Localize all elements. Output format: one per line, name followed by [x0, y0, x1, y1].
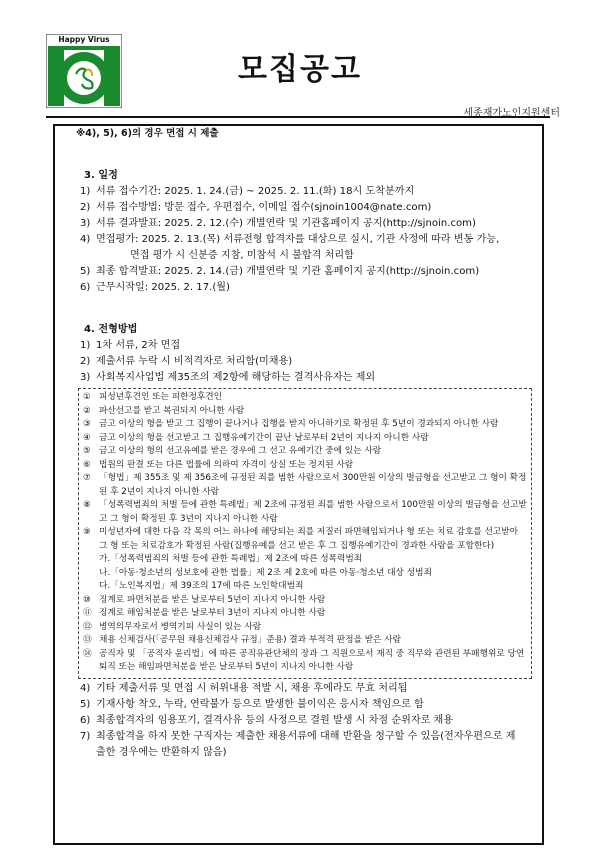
disqualification-item: ⑩ 징계로 파면처분을 받은 날로부터 5년이 지나지 아니한 사람: [83, 594, 326, 605]
organization-name: 세종재가노인지원센터: [463, 108, 560, 119]
schedule-item: 4) 면접평가: 2025. 2. 13.(목) 서류전형 합격자를 대상으로 실시, 기관 사정에 따라 변동 가능,: [80, 234, 500, 245]
disqualification-box: [78, 388, 532, 679]
disqualification-item: ⑦ 「형법」제 355조 및 제 356조에 규정된 죄를 범한 사람으로서 300만원 이상의 벌금형을 선고받고 그 형이 확정된 후 2년이 지나지 아니한 사람: [83, 473, 527, 497]
disqualification-item: ② 파산선고를 받고 복권되지 아니한 사람: [83, 405, 245, 416]
submission-note: ※4), 5), 6)의 경우 면접 시 제출: [76, 128, 219, 139]
method-item: 4) 기타 제출서류 및 면접 시 허위내용 적발 시, 채용 후에라도 무효 처리됨: [80, 682, 408, 694]
schedule-heading: 3. 일정: [84, 170, 118, 181]
method-item: 7) 최종합격을 하지 못한 구직자는 제출한 채용서류에 대해 반환을 청구할 수 있음(전자우편으로 제: [80, 730, 516, 742]
schedule-item: 2) 서류 접수방법: 방문 접수, 우편접수, 이메일 접수(sjnoin1004@nate.com): [80, 202, 432, 213]
method-item: 2) 제출서류 누락 시 비적격자로 처리함(미채용): [80, 356, 293, 367]
method-heading: 4. 전형방법: [84, 324, 138, 335]
method-item: 3) 사회복지사업법 제35조의 제2항에 해당하는 결격사유자는 제외: [80, 372, 376, 383]
logo-top-text: Happy Virus: [58, 35, 110, 44]
schedule-item: 5) 최종 합격발표: 2025. 2. 14.(금) 개별연락 및 기관 홈페이지 공지(http://sjnoin.com): [80, 266, 480, 277]
schedule-item: 3) 서류 결과발표: 2025. 2. 12.(수) 개별연락 및 기관홈페이지 공지(http://sjnoin.com): [80, 218, 476, 229]
schedule-list: [62, 184, 537, 296]
disqualification-item: ④ 금고 이상의 형을 선고받고 그 집행유예기간이 끝난 날로부터 2년이 지나지 아니한 사람: [83, 432, 429, 443]
method-item: 5) 기재사항 착오, 누락, 연락불가 등으로 발생한 불이익은 응시자 책임으로 함: [80, 698, 424, 710]
disqualification-subitem: 나.「아동·청소년의 성보호에 관한 법률」제 2조 제 2호에 따른 아동·청소년 대상 성범죄: [99, 567, 432, 578]
disqualification-item: ⑫ 병역의무자로서 병역기피 사실이 있는 사람: [83, 621, 262, 632]
disqualification-item: ③ 금고 이상의 형을 받고 그 집행이 끝나거나 집행을 받지 아니하기로 확정된 후 5년이 경과되지 아니한 사람: [83, 419, 499, 429]
disqualification-item: ⑥ 법원의 판결 또는 다른 법률에 의하여 자격이 상실 또는 정지된 사람: [83, 459, 354, 470]
method-item: 1) 1차 서류, 2차 면접: [80, 340, 181, 351]
notice-content: [62, 124, 537, 761]
disqualification-item: ⑪ 징계로 해임처분을 받은 날로부터 3년이 지나지 아니한 사람: [83, 608, 326, 618]
schedule-item: 1) 서류 접수기간: 2025. 1. 24.(금) ~ 2025. 2. 11.(화) 18시 도착분까지: [80, 186, 415, 197]
schedule-item: 6) 근무시작일: 2025. 2. 17.(월): [80, 282, 230, 293]
disqualification-subitem: 가.「성폭력범죄의 처벌 등에 관한 특례법」제 2조에 따른 성폭력범죄: [99, 554, 363, 564]
page-title: 모집공고: [238, 52, 362, 87]
disqualification-item: ① 피성년후견인 또는 피한정후견인: [83, 392, 223, 402]
disqualification-subitem: 다.「노인복지법」제 39조의 17에 따른 노인학대범죄: [99, 581, 304, 591]
disqualification-item: ⑤ 금고 이상의 형의 선고유예를 받은 경우에 그 선고 유예기간 중에 있는 사람: [83, 446, 382, 456]
method-list-continued: [62, 681, 537, 761]
method-item-continued: 출한 경우에는 반환하지 않음): [96, 746, 227, 758]
disqualification-item: ⑨ 미성년자에 대한 다음 각 목의 어느 하나에 해당되는 죄를 저질러 파면해임되거나 형 또는 치료 감호를 선고받아 그 형 또는 치료감호가 확정된 사람(집행유예를 선고 받은 후 그 집행유예기간이 경과한 사람을 포함한다): [83, 527, 519, 551]
header-divider: [46, 116, 550, 118]
disqualification-item: ⑭ 공직자 및 「공직자 윤리법」에 따른 공직유관단체의 장과 그 직원으로서 재직 중 직무와 관련된 부패행위로 당연퇴직 또는 해임파면처분을 받은 날로부터 5년이 지나지 아니한 사람: [83, 648, 525, 672]
method-item: 6) 최종합격자의 임용포기, 결격사유 등의 사정으로 결원 발생 시 차점 순위자로 채용: [80, 714, 454, 726]
disqualification-item: ⑬ 채용 신체검사(「공무원 채용신체검사 규정」준용) 결과 부적격 판정을 받은 사람: [83, 635, 402, 645]
schedule-item-continued: 면접 평가 시 신분증 지참, 미참석 시 불합격 처리함: [130, 250, 354, 261]
method-list: [62, 338, 537, 386]
disqualification-item: ⑧ 「성폭력범죄의 처벌 등에 관한 특례법」제 2조에 규정된 죄를 범한 사람으로서 100만원 이상의 벌금형을 선고받고 그 형이 확정된 후 3년이 지나지 아니한 사람: [83, 500, 527, 524]
